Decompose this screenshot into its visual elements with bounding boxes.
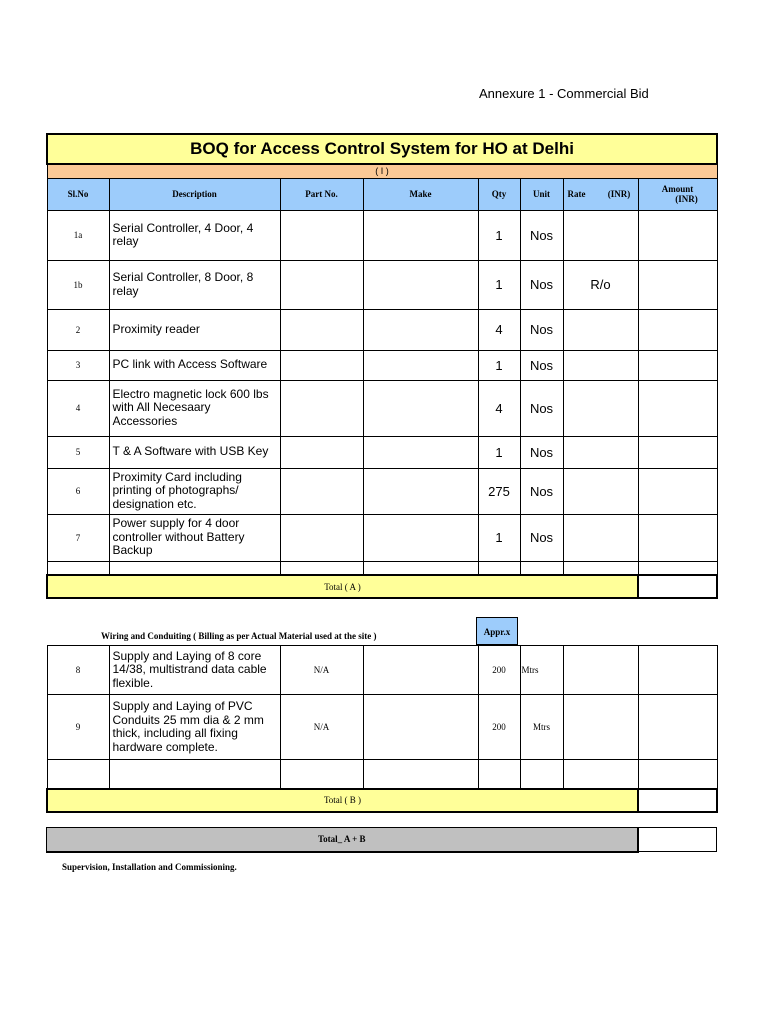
row-part-no	[280, 514, 363, 561]
row-amount	[638, 646, 717, 695]
row-part-no	[280, 350, 363, 380]
row-unit: Nos	[520, 514, 563, 561]
total-a-label: Total ( A )	[47, 575, 638, 598]
row-description: T & A Software with USB Key	[109, 436, 280, 468]
row-part-no	[280, 380, 363, 436]
table-row	[47, 436, 717, 468]
row-slno: 6	[47, 468, 109, 514]
col-header-rate	[563, 178, 638, 210]
col-header-make: Make	[363, 178, 478, 210]
row-unit: Mtrs	[520, 646, 563, 695]
row-qty: 1	[478, 514, 520, 561]
page-title: BOQ for Access Control System for HO at Delhi	[47, 134, 717, 164]
col-header-amount-unit: (INR)	[675, 194, 698, 204]
row-slno: 1a	[47, 210, 109, 260]
row-unit: Nos	[520, 260, 563, 309]
total-b-label: Total ( B )	[47, 789, 638, 812]
row-slno: 8	[47, 646, 109, 695]
table-row	[47, 309, 717, 350]
row-part-no: N/A	[280, 695, 363, 760]
total-ab-row	[47, 828, 717, 852]
row-amount	[638, 380, 717, 436]
row-amount	[638, 514, 717, 561]
row-make	[363, 646, 478, 695]
row-qty: 1	[478, 436, 520, 468]
table-row	[47, 514, 717, 561]
col-header-description: Description	[109, 178, 280, 210]
row-rate	[563, 309, 638, 350]
row-amount	[638, 309, 717, 350]
col-header-slno: Sl.No	[47, 178, 109, 210]
table-row	[47, 210, 717, 260]
row-slno: 9	[47, 695, 109, 760]
row-make	[363, 260, 478, 309]
row-description: Serial Controller, 8 Door, 8 relay	[109, 260, 280, 309]
col-header-unit: Unit	[520, 178, 563, 210]
row-unit: Nos	[520, 210, 563, 260]
row-make	[363, 309, 478, 350]
row-unit: Mtrs	[520, 695, 563, 760]
row-qty: 1	[478, 350, 520, 380]
row-unit: Nos	[520, 436, 563, 468]
row-description: Supply and Laying of PVC Conduits 25 mm dia & 2 mm thick, including all fixing hardware complete.	[109, 695, 280, 760]
row-description: Proximity Card including printing of photographs/ designation etc.	[109, 468, 280, 514]
row-slno: 5	[47, 436, 109, 468]
row-rate	[563, 514, 638, 561]
row-slno: 2	[47, 309, 109, 350]
row-make	[363, 380, 478, 436]
row-rate	[563, 436, 638, 468]
row-rate	[563, 350, 638, 380]
row-part-no	[280, 309, 363, 350]
table-row	[47, 350, 717, 380]
row-description: Proximity reader	[109, 309, 280, 350]
total-a-amount	[638, 575, 717, 598]
row-rate	[563, 646, 638, 695]
table-row	[47, 260, 717, 309]
wiring-table	[46, 645, 718, 813]
row-description: PC link with Access Software	[109, 350, 280, 380]
total-ab-label: Total_ A + B	[47, 828, 638, 852]
row-rate	[563, 468, 638, 514]
table-row	[47, 468, 717, 514]
row-make	[363, 436, 478, 468]
table-row	[47, 380, 717, 436]
supervision-note: Supervision, Installation and Commissioning.	[62, 862, 237, 872]
row-make	[363, 210, 478, 260]
row-description: Power supply for 4 door controller without Battery Backup	[109, 514, 280, 561]
approx-label: Appr.x	[476, 617, 518, 645]
row-part-no	[280, 436, 363, 468]
table-row	[47, 646, 717, 695]
row-make	[363, 468, 478, 514]
row-qty: 200	[478, 646, 520, 695]
row-make	[363, 350, 478, 380]
row-amount	[638, 350, 717, 380]
col-header-qty: Qty	[478, 178, 520, 210]
total-ab-amount	[638, 828, 717, 852]
row-amount	[638, 260, 717, 309]
row-slno: 7	[47, 514, 109, 561]
row-unit: Nos	[520, 468, 563, 514]
row-unit: Nos	[520, 309, 563, 350]
row-rate: R/o	[563, 260, 638, 309]
row-amount	[638, 468, 717, 514]
grand-total-table	[46, 827, 717, 853]
row-make	[363, 514, 478, 561]
row-amount	[638, 210, 717, 260]
row-qty: 1	[478, 260, 520, 309]
row-rate	[563, 210, 638, 260]
annexure-label: Annexure 1 - Commercial Bid	[479, 86, 649, 101]
row-unit: Nos	[520, 380, 563, 436]
row-description: Electro magnetic lock 600 lbs with All Necesaary Accessories	[109, 380, 280, 436]
table-row-blank	[47, 760, 717, 789]
total-a-row	[47, 575, 717, 598]
row-rate	[563, 380, 638, 436]
row-unit: Nos	[520, 350, 563, 380]
table-row	[47, 695, 717, 760]
row-part-no: N/A	[280, 646, 363, 695]
col-header-amount-label: Amount	[661, 184, 694, 194]
row-qty: 4	[478, 380, 520, 436]
row-rate	[563, 695, 638, 760]
row-description: Serial Controller, 4 Door, 4 relay	[109, 210, 280, 260]
col-header-part-no: Part No.	[280, 178, 363, 210]
row-amount	[638, 695, 717, 760]
row-description: Supply and Laying of 8 core 14/38, multistrand data cable flexible.	[109, 646, 280, 695]
col-header-rate-label: Rate	[567, 189, 586, 199]
total-b-row	[47, 789, 717, 812]
section-numeral: ( I )	[47, 164, 717, 178]
table-header-row	[47, 178, 717, 210]
boq-table	[46, 133, 718, 599]
row-slno: 3	[47, 350, 109, 380]
col-header-rate-unit: (INR)	[607, 189, 631, 199]
row-part-no	[280, 468, 363, 514]
col-header-amount	[638, 178, 717, 210]
row-slno: 1b	[47, 260, 109, 309]
row-part-no	[280, 210, 363, 260]
row-make	[363, 695, 478, 760]
row-amount	[638, 436, 717, 468]
row-slno: 4	[47, 380, 109, 436]
row-part-no	[280, 260, 363, 309]
row-qty: 4	[478, 309, 520, 350]
row-qty: 275	[478, 468, 520, 514]
row-qty: 1	[478, 210, 520, 260]
total-b-amount	[638, 789, 717, 812]
row-qty: 200	[478, 695, 520, 760]
wiring-section-label: Wiring and Conduiting ( Billing as per Actual Material used at the site )	[101, 631, 377, 641]
table-row-blank	[47, 561, 717, 575]
